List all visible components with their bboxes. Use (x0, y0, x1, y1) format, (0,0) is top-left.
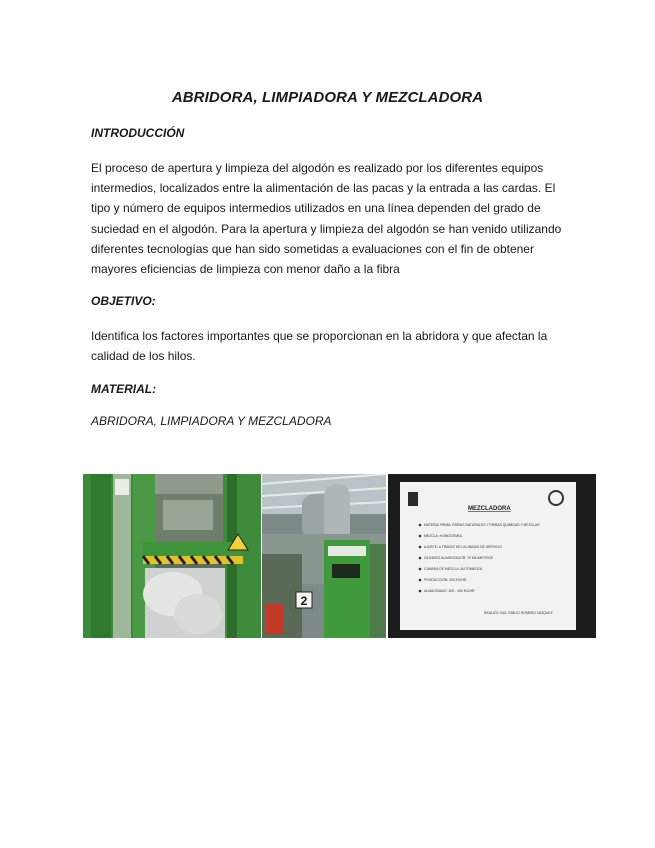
intro-line: intermedios, localizados entre la alimentación de las pacas y la entrada a las cardas. El (91, 181, 556, 196)
sign-footer: REALIZO: ING. EMILIO ROMERO VAZQUEZ (484, 611, 553, 615)
objective-line: calidad de los hilos. (91, 349, 196, 364)
info-sign-image (388, 474, 596, 638)
material-heading: MATERIAL: (91, 382, 157, 396)
sign-item: PRODUCCION: 300 KG/HR (424, 578, 467, 582)
bale-opener-image (83, 474, 261, 638)
machine-number: 2 (300, 594, 308, 608)
intro-heading: INTRODUCCIÓN (91, 126, 185, 140)
objective-paragraph (91, 326, 561, 366)
sign-item: CAMARA DE MEZCLA: AUTOMATICA (424, 567, 483, 571)
intro-line: mayores eficiencias de limpieza con menor daño a la fibra (91, 262, 400, 277)
sign-item: MATERIA PRIMA: FIBRAS NATURALES Y FIBRAS QUIMICAS Y MEZCLAS (424, 523, 540, 527)
intro-paragraph (91, 158, 561, 279)
document-title: ABRIDORA, LIMPIADORA Y MEZCLADORA (171, 89, 484, 106)
sign-item: CILINDRO ALIMENTADOR: 70 MILIMETROS (424, 556, 493, 560)
control-cabinet-image (262, 474, 386, 638)
sign-item: AJUSTE: A TRAVEZ DE LA UNIDAD DE SERVICIO (424, 545, 503, 549)
objective-line: Identifica los factores importantes que se proporcionan en la abridora y que afectan la (91, 329, 548, 343)
intro-line: suciedad en el algodón. Para la apertura y limpieza del algodón se han venido utilizando (91, 221, 562, 236)
objective-heading: OBJETIVO: (91, 294, 156, 308)
photo-strip (83, 474, 596, 638)
intro-line: tipo y número de equipos intermedios utilizados en una línea dependen del grado de (91, 201, 541, 216)
sign-title: MEZCLADORA (468, 506, 511, 512)
material-text: ABRIDORA, LIMPIADORA Y MEZCLADORA (91, 414, 332, 428)
photo-bale-opener (83, 474, 261, 638)
photo-control-cabinet (262, 474, 386, 638)
sign-item: MEZCLA: HOMOGENEA (424, 534, 463, 538)
intro-line: El proceso de apertura y limpieza del algodón es realizado por los diferentes equipos (91, 161, 544, 175)
photo-info-sign (388, 474, 596, 638)
sign-item: ALMACENAJE: 200 - 400 KG/HR (424, 589, 475, 593)
intro-line: diferentes tecnologías que han sido sometidas a evaluaciones con el fin de obtener (91, 241, 534, 256)
